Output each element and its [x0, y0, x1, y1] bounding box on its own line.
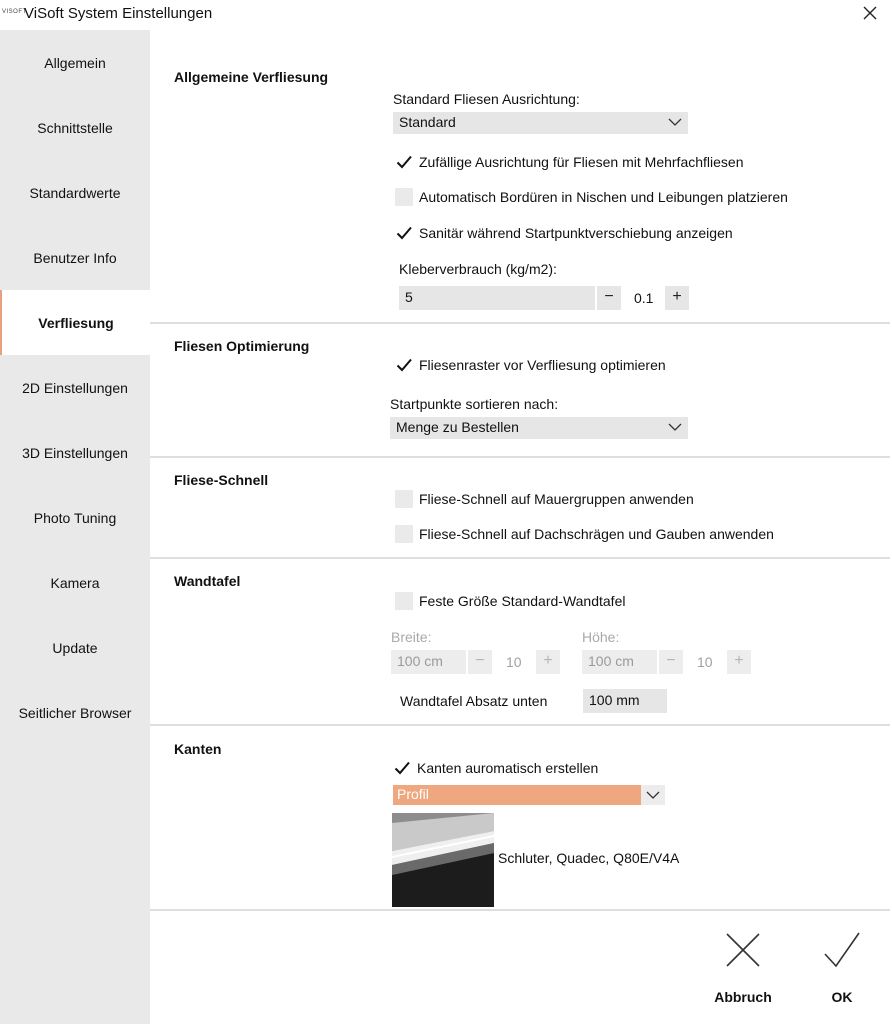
- checkbox-checked-icon[interactable]: [395, 153, 413, 171]
- kleber-increment-button[interactable]: +: [665, 286, 689, 310]
- kleber-decrement-button[interactable]: −: [597, 286, 621, 310]
- checkbox-unchecked-icon[interactable]: [395, 525, 413, 543]
- sortieren-value: Menge zu Bestellen: [396, 419, 519, 435]
- kleber-input[interactable]: 5: [399, 286, 595, 310]
- absatz-input[interactable]: 100 mm: [583, 689, 667, 713]
- section-title-optimierung: Fliesen Optimierung: [174, 338, 310, 354]
- cancel-label: Abbruch: [714, 989, 772, 1005]
- profile-thumbnail: [392, 813, 494, 907]
- checkbox-label: Automatisch Bordüren in Nischen und Leibungen platzieren: [419, 189, 788, 205]
- sidebar-item-allgemein[interactable]: [0, 30, 150, 95]
- breite-increment-button[interactable]: +: [536, 650, 560, 674]
- check-kanten-erstellen[interactable]: [393, 758, 598, 778]
- sidebar-item-label: Seitlicher Browser: [18, 704, 132, 721]
- checkbox-checked-icon[interactable]: [395, 224, 413, 242]
- sidebar-item-label: Verfliesung: [38, 314, 114, 331]
- checkbox-unchecked-icon[interactable]: [395, 592, 413, 610]
- sidebar-item-label: Allgemein: [44, 54, 106, 71]
- app-logo: VISOFT: [2, 9, 27, 15]
- sidebar-item-label: Photo Tuning: [33, 509, 117, 526]
- divider: [150, 456, 890, 458]
- sidebar-item-label: 3D Einstellungen: [22, 444, 128, 461]
- sidebar-item-verfliesung[interactable]: [0, 290, 150, 355]
- section-title-wandtafel: Wandtafel: [174, 573, 241, 589]
- checkbox-label: Fliese-Schnell auf Mauergruppen anwenden: [419, 491, 694, 507]
- sidebar-item-seitlicher-browser[interactable]: [0, 680, 150, 745]
- sidebar-item-benutzer-info[interactable]: [0, 225, 150, 290]
- sidebar-item-schnittstelle[interactable]: [0, 95, 150, 160]
- checkbox-unchecked-icon[interactable]: [395, 490, 413, 508]
- sidebar-item-standardwerte[interactable]: [0, 160, 150, 225]
- section-title-allgemeine: Allgemeine Verfliesung: [174, 69, 329, 85]
- divider: [150, 322, 890, 324]
- kleber-label: Kleberverbrauch (kg/m2):: [399, 261, 557, 277]
- check-sanitaer-anzeigen[interactable]: [395, 223, 733, 243]
- checkbox-label: Feste Größe Standard-Wandtafel: [419, 593, 626, 609]
- close-icon[interactable]: [862, 5, 878, 21]
- sidebar-item-label: Benutzer Info: [33, 249, 117, 266]
- checkbox-label: Kanten auromatisch erstellen: [417, 760, 599, 776]
- breite-input[interactable]: 100 cm: [391, 650, 466, 674]
- checkbox-checked-icon[interactable]: [395, 356, 413, 374]
- breite-decrement-button[interactable]: −: [468, 650, 492, 674]
- sidebar-item-kamera[interactable]: [0, 550, 150, 615]
- chevron-down-icon: [668, 420, 682, 434]
- sidebar: [0, 30, 150, 1024]
- divider: [150, 724, 890, 726]
- breite-step-value: 10: [506, 654, 522, 670]
- profile-product-name: Schluter, Quadec, Q80E/V4A: [498, 850, 680, 866]
- check-fliesenraster-optimieren[interactable]: [395, 355, 666, 375]
- checkmark-icon: [822, 930, 862, 970]
- window-title: ViSoft System Einstellungen: [24, 5, 213, 22]
- checkbox-label: Sanitär während Startpunktverschiebung anzeigen: [419, 225, 733, 241]
- sidebar-item-label: Standardwerte: [29, 184, 121, 201]
- chevron-down-icon: [668, 115, 682, 129]
- profile-dropdown[interactable]: Profil: [393, 785, 641, 805]
- check-schnell-dachschraegen[interactable]: [395, 524, 774, 544]
- ausrichtung-dropdown[interactable]: [393, 112, 688, 134]
- sidebar-item-update[interactable]: [0, 615, 150, 680]
- x-icon: [723, 930, 763, 970]
- ausrichtung-label: Standard Fliesen Ausrichtung:: [393, 91, 580, 107]
- cancel-button[interactable]: [706, 930, 780, 1005]
- checkbox-label: Fliesenraster vor Verfliesung optimieren: [419, 357, 666, 373]
- hoehe-step-value: 10: [697, 654, 713, 670]
- check-feste-groesse[interactable]: [395, 591, 625, 611]
- hoehe-increment-button[interactable]: +: [727, 650, 751, 674]
- sidebar-item-label: 2D Einstellungen: [22, 379, 128, 396]
- sidebar-item-label: Kamera: [50, 574, 100, 591]
- absatz-label: Wandtafel Absatz unten: [400, 693, 548, 709]
- title-bar: [0, 0, 892, 30]
- hoehe-input[interactable]: 100 cm: [582, 650, 657, 674]
- profile-dropdown-toggle[interactable]: [641, 785, 665, 805]
- sidebar-item-photo-tuning[interactable]: [0, 485, 150, 550]
- ok-button[interactable]: [814, 930, 870, 1005]
- hoehe-decrement-button[interactable]: −: [659, 650, 683, 674]
- ausrichtung-value: Standard: [399, 114, 456, 130]
- divider: [150, 557, 890, 559]
- sortieren-label: Startpunkte sortieren nach:: [390, 396, 559, 412]
- sortieren-dropdown[interactable]: [390, 417, 688, 439]
- checkbox-label: Zufällige Ausrichtung für Fliesen mit Mehrfachfliesen: [419, 154, 744, 170]
- section-title-kanten: Kanten: [174, 741, 222, 757]
- divider: [150, 909, 890, 911]
- check-zufaellige-ausrichtung[interactable]: [395, 152, 743, 172]
- checkbox-label: Fliese-Schnell auf Dachschrägen und Gauben anwenden: [419, 526, 774, 542]
- section-title-schnell: Fliese-Schnell: [174, 472, 269, 488]
- breite-label: Breite:: [391, 629, 432, 645]
- check-automatisch-borduren[interactable]: [395, 187, 788, 207]
- sidebar-item-label: Update: [52, 639, 98, 656]
- check-schnell-mauergruppen[interactable]: [395, 489, 694, 509]
- hoehe-label: Höhe:: [582, 629, 620, 645]
- checkbox-checked-icon[interactable]: [393, 759, 411, 777]
- sidebar-item-3d-einstellungen[interactable]: [0, 420, 150, 485]
- chevron-down-icon: [646, 788, 660, 807]
- kleber-step-value: 0.1: [634, 290, 654, 306]
- sidebar-item-2d-einstellungen[interactable]: [0, 355, 150, 420]
- ok-label: OK: [831, 989, 853, 1005]
- sidebar-item-label: Schnittstelle: [37, 119, 113, 136]
- settings-content: [150, 30, 892, 1024]
- checkbox-unchecked-icon[interactable]: [395, 188, 413, 206]
